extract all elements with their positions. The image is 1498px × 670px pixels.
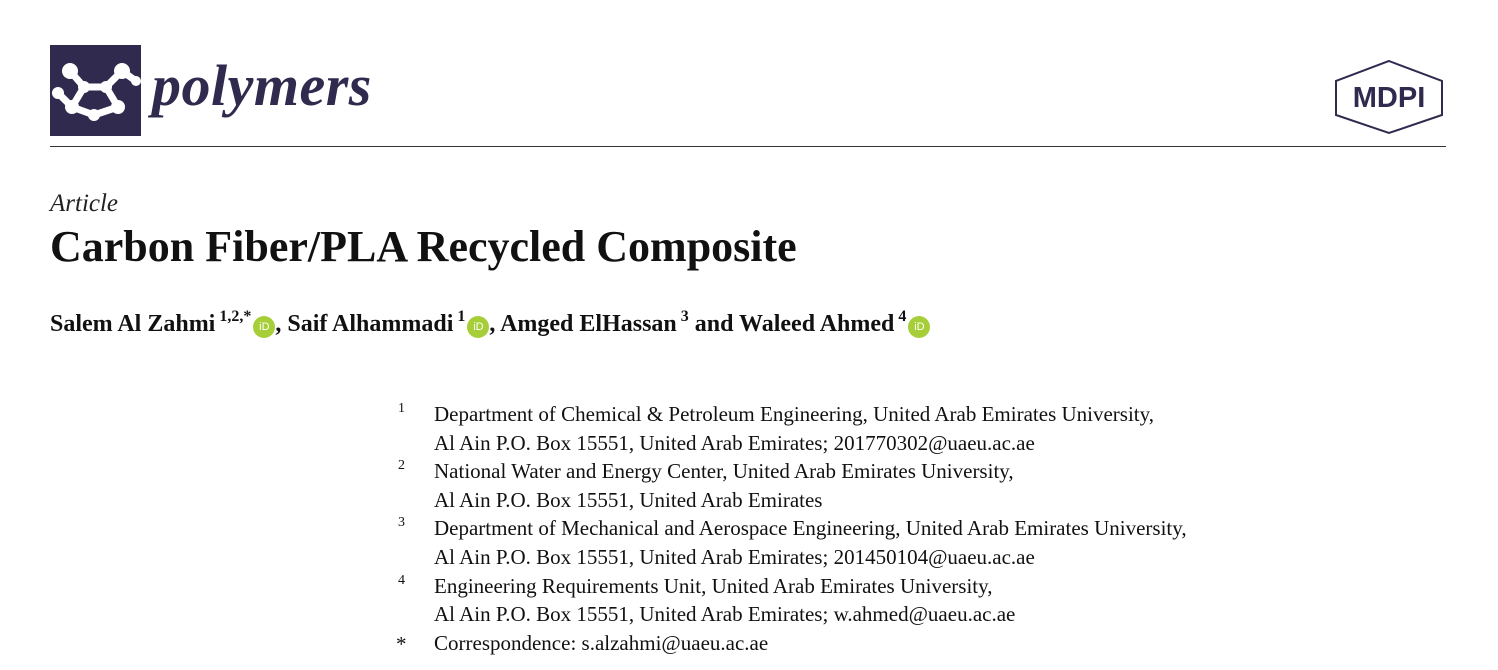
orcid-icon[interactable]: iD (253, 316, 275, 338)
author-separator: and (688, 311, 740, 337)
affiliation-marker: 3 (398, 515, 405, 531)
author-affiliation-ref: 1 (457, 308, 466, 325)
correspondence-line: Correspondence: s.alzahmi@uaeu.ac.ae (434, 630, 769, 655)
author-affiliation-ref: 3 (680, 308, 689, 325)
orcid-icon[interactable]: iD (908, 316, 930, 338)
author-name: Waleed Ahmed (739, 311, 895, 337)
affiliation-line: Department of Chemical & Petroleum Engineering, United Arab Emirates University, (434, 402, 1155, 426)
author-separator: , (489, 311, 501, 337)
author-affiliation-ref: 4 (898, 308, 907, 325)
author-name: Salem Al Zahmi (50, 311, 216, 337)
author-name: Saif Alhammadi (287, 311, 454, 337)
affiliation-line: National Water and Energy Center, United Arab Emirates University, (434, 459, 1014, 484)
affiliation-line: Al Ain P.O. Box 15551, United Arab Emirates; w.ahmed@uaeu.ac.ae (434, 602, 1016, 627)
orcid-icon[interactable]: iD (467, 316, 489, 338)
mdpi-logo (1332, 59, 1446, 135)
affiliation-line: Engineering Requirements Unit, United Arab Emirates University, (434, 573, 993, 598)
article-type: Article (50, 190, 119, 217)
journal-header (50, 45, 1446, 137)
affiliation-list (396, 400, 1396, 657)
molecule-icon (50, 45, 141, 136)
header-divider (50, 146, 1446, 147)
affiliation-marker: 4 (398, 572, 405, 588)
affiliation-item (396, 514, 1396, 571)
author-list (50, 306, 930, 345)
correspondence-marker: * (396, 631, 407, 656)
affiliation-marker: 2 (398, 458, 405, 474)
affiliation-item (396, 457, 1396, 514)
publisher-name: MDPI (1352, 82, 1426, 114)
article-title: Carbon Fiber/PLA Recycled Composite (50, 222, 797, 271)
affiliation-item (396, 572, 1396, 629)
author-name: Amged ElHassan (500, 311, 677, 337)
correspondence-item (396, 629, 1396, 658)
journal-logo (50, 45, 141, 136)
journal-name: polymers (152, 53, 372, 118)
affiliation-line: Al Ain P.O. Box 15551, United Arab Emirates; 201450104@uaeu.ac.ae (434, 544, 1035, 569)
affiliation-line: Al Ain P.O. Box 15551, United Arab Emirates; 201770302@uaeu.ac.ae (434, 430, 1035, 455)
author-affiliation-ref: 1,2,* (219, 308, 252, 325)
affiliation-marker: 1 (398, 401, 405, 416)
affiliation-line: Al Ain P.O. Box 15551, United Arab Emirates (434, 487, 823, 512)
author-separator: , (275, 311, 288, 337)
affiliation-item (396, 400, 1396, 457)
affiliation-line: Department of Mechanical and Aerospace Engineering, United Arab Emirates University, (434, 516, 1187, 541)
